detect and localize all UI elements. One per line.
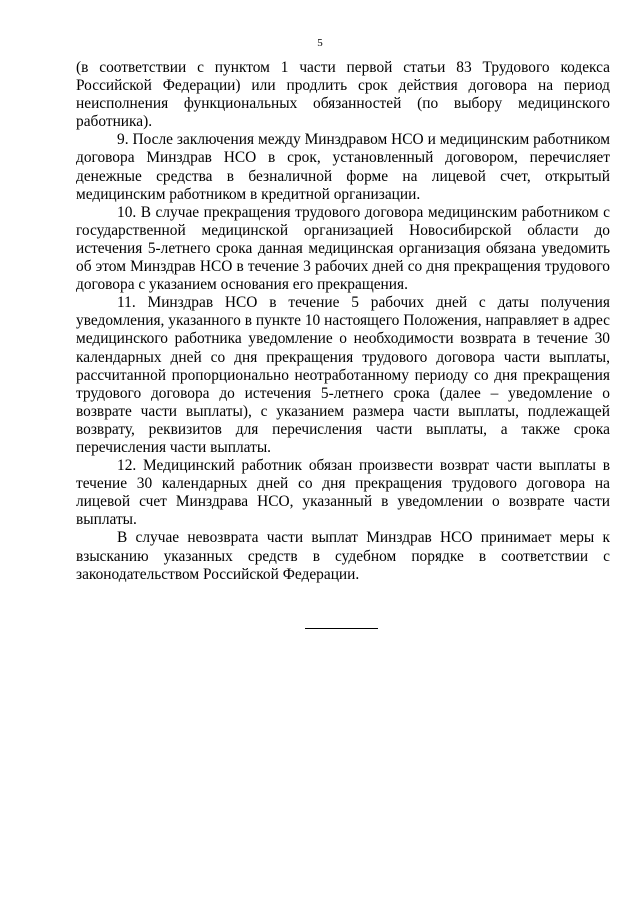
paragraph-continuation: (в соответствии с пунктом 1 части первой статьи 83 Трудового кодекса Российской Федерации) или продлить срок действия договора на период неисполнения функциональных обязанностей (по выбору медицинского работника).: [76, 59, 610, 131]
paragraph-item-12: 12. Медицинский работник обязан произвести возврат части выплаты в течение 30 календарных дней со дня прекращения трудового договора на лицевой счет Минздрава НСО, указанный в уведомлении о возврате части выплаты.: [76, 457, 610, 529]
paragraph-item-10: 10. В случае прекращения трудового договора медицинским работником с государственной медицинской организацией Новосибирской области до истечения 5-летнего срока данная медицинская организация обязана уведомить об этом Минздрав НСО в течение 3 рабочих дней со дня прекращения трудового договора с указанием основания его прекращения.: [76, 203, 610, 294]
paragraph-item-11: 11. Минздрав НСО в течение 5 рабочих дней с даты получения уведомления, указанного в пункте 10 настоящего Положения, направляет в адрес медицинского работника уведомление о необходимости возврата в течение 30 календарных дней со дня прекращения трудового договора части выплаты, рассчитанной пропорционально неотработанному периоду со дня прекращения трудового договора до истечения 5-летнего срока (далее – уведомление о возврате части выплаты), с указанием размера части выплаты, подлежащей возврату, реквизитов для перечисления части выплаты, а также срока перечисления части выплаты.: [76, 294, 610, 456]
page-number: 5: [317, 37, 323, 49]
document-body: [76, 59, 610, 584]
paragraph-nonreturn: В случае невозврата части выплат Минздрав НСО принимает меры к взысканию указанных средств в судебном порядке в соответствии с законодательством Российской Федерации.: [76, 529, 610, 583]
end-separator-line: [305, 628, 378, 629]
paragraph-item-9: 9. После заключения между Минздравом НСО и медицинским работником договора Минздрав НСО в срок, установленный договором, перечисляет денежные средства в безналичной форме на лицевой счет, открытый медицинским работником в кредитной организации.: [76, 131, 610, 203]
